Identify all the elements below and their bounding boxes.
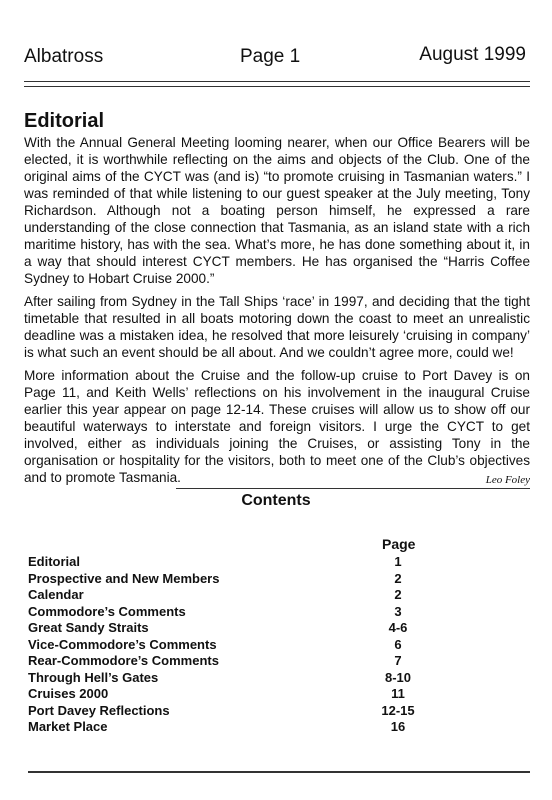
contents-item-title: Prospective and New Members (28, 570, 220, 586)
contents-item (28, 554, 428, 571)
contents-item-page: 1 (394, 554, 402, 569)
publication-title: Albatross (24, 46, 104, 67)
contents-list (28, 554, 428, 736)
editorial-heading: Editorial (24, 110, 105, 132)
contents-item-page: 8-10 (384, 669, 412, 685)
contents-item-title: Great Sandy Straits (28, 620, 149, 635)
contents-item (28, 571, 428, 588)
editorial-paragraph: With the Annual General Meeting looming nearer, when our Office Bearers will be elected, it is worthwhile reflecting on the aims and objects of the Club. One of the original aims of the CYCT was (and is) “to promote cruising in Tasmanian waters.” I was reminded of that while listening to our guest speaker at the July meeting, Tony Richardson. Although not a boating person himself, he expressed a rare understanding of the close connection that Tasmania, as an island state with a rich maritime history, has with the sea. What’s more, he has done something about it, in a way that should interest CYCT members. He has organised the “Harris Coffee Sydney to Hobart Cruise 2000.” (24, 135, 530, 286)
contents-item-page: 2 (394, 570, 402, 586)
contents-item-title: Vice-Commodore’s Comments (28, 636, 217, 652)
contents-item-title: Editorial (28, 554, 81, 569)
contents-item (28, 719, 428, 736)
contents-item-page: 16 (390, 719, 406, 734)
contents-item-page: 2 (394, 587, 402, 602)
page-header (24, 46, 526, 72)
contents-item (28, 620, 428, 637)
contents-item (28, 686, 428, 703)
contents-title: Contents (241, 492, 311, 509)
contents-item (28, 604, 428, 621)
contents-item (28, 587, 428, 604)
contents-item (28, 637, 428, 654)
contents-item (28, 653, 428, 670)
contents-item-page: 6 (394, 636, 402, 652)
contents-item (28, 670, 428, 687)
issue-date: August 1999 (419, 44, 526, 65)
editorial-section (24, 110, 530, 492)
contents-item-title: Market Place (28, 719, 108, 734)
header-divider (24, 81, 530, 87)
contents-item-page: 12-15 (381, 702, 415, 718)
footer-divider (28, 771, 530, 773)
page-number: Page 1 (240, 46, 301, 67)
editorial-paragraph: More information about the Cruise and the follow-up cruise to Port Davey is on Page 11, and Keith Wells’ reflections on his involvement in the inaugural Cruise earlier this year appear on page 12-14. These cruises will allow us to show off our beautiful waterways to interstate and foreign visitors. I urge the CYCT to get involved, either as individuals joining the Cruises, or assisting Tony in the organisation or hospitality for the visitors, both to meet one of the Club’s objectives and to promote Tasmania. (24, 368, 530, 485)
contents-item (28, 703, 428, 720)
contents-item-title: Calendar (28, 587, 84, 602)
contents-item-title: Rear-Commodore’s Comments (28, 653, 219, 668)
contents-item-page: 7 (394, 653, 402, 668)
editorial-paragraph: After sailing from Sydney in the Tall Ships ‘race’ in 1997, and deciding that the tight timetable that resulted in all boats motoring down the coast to meet an unrealistic deadline was a mistaken idea, he resolved that more leisurely ‘cruising in company’ is what such an event should be all about. And we couldn’t agree more, could we! (24, 294, 530, 360)
editorial-author: Leo Foley (485, 474, 530, 486)
contents-item-page: 11 (391, 686, 405, 701)
section-divider (176, 488, 530, 489)
contents-item-title: Cruises 2000 (28, 686, 109, 701)
contents-item-title: Commodore’s Comments (28, 603, 186, 619)
contents-item-page: 4-6 (388, 620, 408, 635)
contents-page-header: Page (382, 536, 416, 552)
contents-item-page: 3 (394, 603, 402, 619)
contents-item-title: Through Hell’s Gates (28, 669, 159, 685)
contents-item-title: Port Davey Reflections (28, 702, 170, 718)
